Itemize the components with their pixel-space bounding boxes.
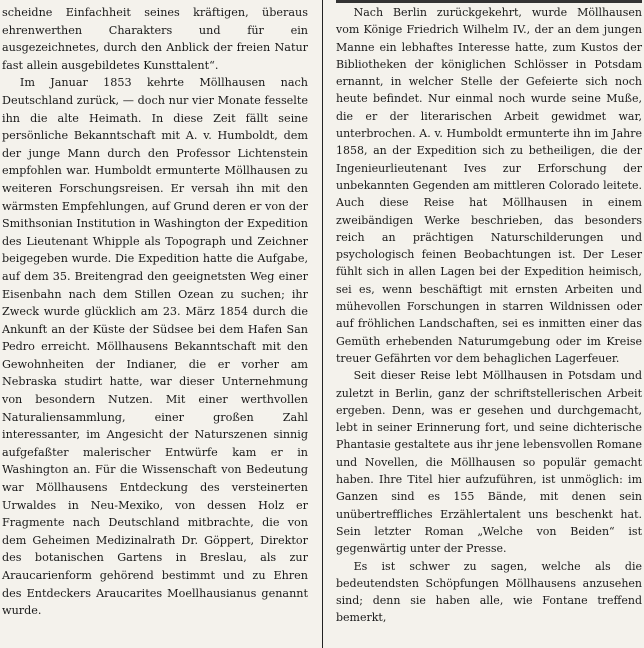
- right-column: [336, 4, 642, 627]
- paragraph: Seit dieser Reise lebt Möllhausen in Potsdam und zuletzt in Berlin, ganz der schriftstellerischen Arbeit ergeben. Denn, was er gesehen und durchgemacht, lebt in seiner Erinnerung fort, und seine dichterische Phantasie gestaltete aus ihr jene lebensvollen Romane und Novellen, die Möllhausen so populär gemacht haben. Ihre Titel hier aufzuführen, ist unmöglich: im Ganzen sind es 155 Bände, mit denen sein unübertreffliches Erzählertalent uns beschenkt hat. Sein letzter Roman „Welche von Beiden“ ist gegenwärtig unter der Presse.: [336, 369, 642, 556]
- paragraph: scheidne Einfachheit seines kräftigen, überaus ehrenwerthen Charakters und für ein ausgezeichnetes, durch den Anblick der freien Natur fast allein ausgebildetes Kunsttalent“.: [2, 6, 308, 72]
- column-top-rule: [336, 0, 642, 3]
- paragraph: Im Januar 1853 kehrte Möllhausen nach Deutschland zurück, — doch nur vier Monate fesselte ihn die alte Heimath. In diese Zeit fällt seine persönliche Bekanntschaft mit A. v. Humboldt, dem der junge Mann durch den Professor Lichtenstein empfohlen war. Humboldt ermunterte Möllhausen zu weiteren Forschungsreisen. Er versah ihn mit den wärmsten Empfehlungen, auf Grund deren er von der Smithsonian Institution in Washington der Expedition des Lieutenant Whipple als Topograph und Zeichner beigegeben wurde. Die Expedition hatte die Aufgabe, auf dem 35. Breitengrad den geeignetsten Weg einer Eisenbahn nach dem Stillen Ozean zu suchen; ihr Zweck wurde glücklich am 23. März 1854 durch die Ankunft an der Küste der Südsee bei dem Hafen San Pedro erreicht. Möllhausens Bekanntschaft mit den Gewohnheiten der Indianer, die er vorher am Nebraska studirt hatte, war dieser Unternehmung von besondern Nutzen. Mit einer werthvollen Naturaliensammlung, einer großen Zahl interessanter, im Angesicht der Naturszenen sinnig aufgefaßter malerischer Entwürfe kam er in Washington an. Für die Wissenschaft von Bedeutung war Möllhausens Entdeckung des versteinerten Urwaldes in Neu-Mexiko, von dessen Holz er Fragmente nach Deutschland mitbrachte, die von dem Geheimen Medizinalrath Dr. Göppert, Direktor des botanischen Gartens in Breslau, als zur Araucarienform gehörend bestimmt und zu Ehren des Entdeckers Araucarites Moellhausianus genannt wurde.: [2, 76, 308, 618]
- paragraph: Nach Berlin zurückgekehrt, wurde Möllhausen vom Könige Friedrich Wilhelm IV., der an dem jungen Manne ein lebhaftes Interesse hatte, zum Kustos der Bibliotheken der königlichen Schlösser in Potsdam ernannt, in welcher Stelle der Gefeierte sich noch heute befindet. Nur einmal noch wurde seine Muße, die er der literarischen Arbeit gewidmet war, unterbrochen. A. v. Humboldt ermunterte ihn im Jahre 1858, an der Expedition sich zu betheiligen, die der Ingenieurlieutenant Ives zur Erforschung der unbekannten Gegenden am mittleren Colorado leitete. Auch diese Reise hat Möllhausen in einem zweibändigen Werke beschrieben, das besonders reich an prächtigen Naturschilderungen und psychologisch feinen Beobachtungen ist. Der Leser fühlt sich in allen Lagen bei der Expedition heimisch, sei es, wenn beschäftigt mit ernsten Arbeiten und mühevollen Forschungen in starren Wildnissen oder auf fröhlichen Landschaften, sei es inmitten einer das Gemüth erhebenden Naturumgebung oder im Kreise treuer Gefährten vor dem behaglichen Lagerfeuer.: [336, 6, 642, 365]
- left-column: [2, 4, 308, 620]
- column-divider: [322, 0, 323, 648]
- paragraph: Es ist schwer zu sagen, welche als die bedeutendsten Schöpfungen Möllhausens anzusehen sind; denn sie haben alle, wie Fontane treffend bemerkt,: [336, 559, 642, 625]
